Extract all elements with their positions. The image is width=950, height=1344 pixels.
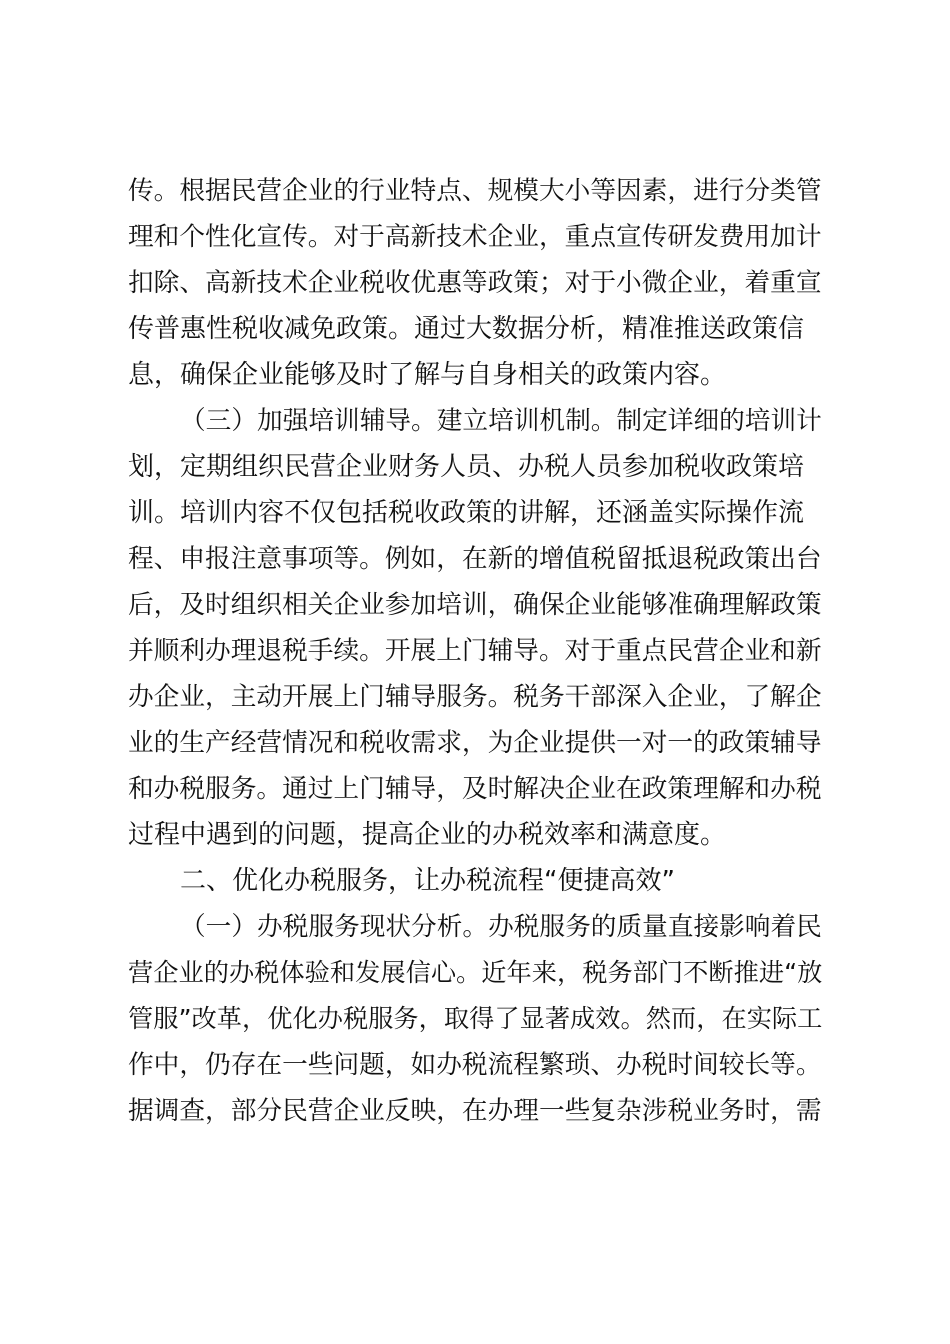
text-line: （一）办税服务现状分析。办税服务的质量直接影响着民 xyxy=(180,912,822,942)
text-line: 训。培训内容不仅包括税收政策的讲解，还涵盖实际操作流 xyxy=(128,498,805,528)
text-line: 办企业，主动开展上门辅导服务。税务干部深入企业，了解企 xyxy=(128,682,822,712)
text-line: 和办税服务。通过上门辅导，及时解决企业在政策理解和办税 xyxy=(128,774,822,804)
text-line: 后，及时组织相关企业参加培训，确保企业能够准确理解政策 xyxy=(128,590,822,620)
text-line: 传。根据民营企业的行业特点、规模大小等因素，进行分类管 xyxy=(128,176,822,206)
text-line: 息，确保企业能够及时了解与自身相关的政策内容。 xyxy=(128,360,727,390)
text-line: 营企业的办税体验和发展信心。近年来，税务部门不断推进“放 xyxy=(128,958,823,987)
text-line: （三）加强培训辅导。建立培训机制。制定详细的培训计 xyxy=(180,406,822,436)
text-line: 据调查，部分民营企业反映，在办理一些复杂涉税业务时，需 xyxy=(128,1096,822,1126)
text-line: 作中，仍存在一些问题，如办税流程繁琐、办税时间较长等。 xyxy=(128,1050,822,1080)
text-line: 程、申报注意事项等。例如，在新的增值税留抵退税政策出台 xyxy=(128,544,822,574)
text-line: 并顺利办理退税手续。开展上门辅导。对于重点民营企业和新 xyxy=(128,636,822,666)
text-line: 业的生产经营情况和税收需求，为企业提供一对一的政策辅导 xyxy=(128,728,822,758)
text-line: 过程中遇到的问题，提高企业的办税效率和满意度。 xyxy=(128,820,727,850)
text-line: 扣除、高新技术企业税收优惠等政策；对于小微企业，着重宣 xyxy=(128,268,822,298)
document-body xyxy=(128,168,822,1134)
text-line: 传普惠性税收减免政策。通过大数据分析，精准推送政策信 xyxy=(128,314,805,344)
text-line: 管服”改革，优化办税服务，取得了显著成效。然而，在实际工 xyxy=(128,1004,823,1033)
text-line: 二、优化办税服务，让办税流程“便捷高效” xyxy=(180,866,675,896)
text-line: 理和个性化宣传。对于高新技术企业，重点宣传研发费用加计 xyxy=(128,222,822,252)
text-line: 划，定期组织民营企业财务人员、办税人员参加税收政策培 xyxy=(128,452,805,482)
